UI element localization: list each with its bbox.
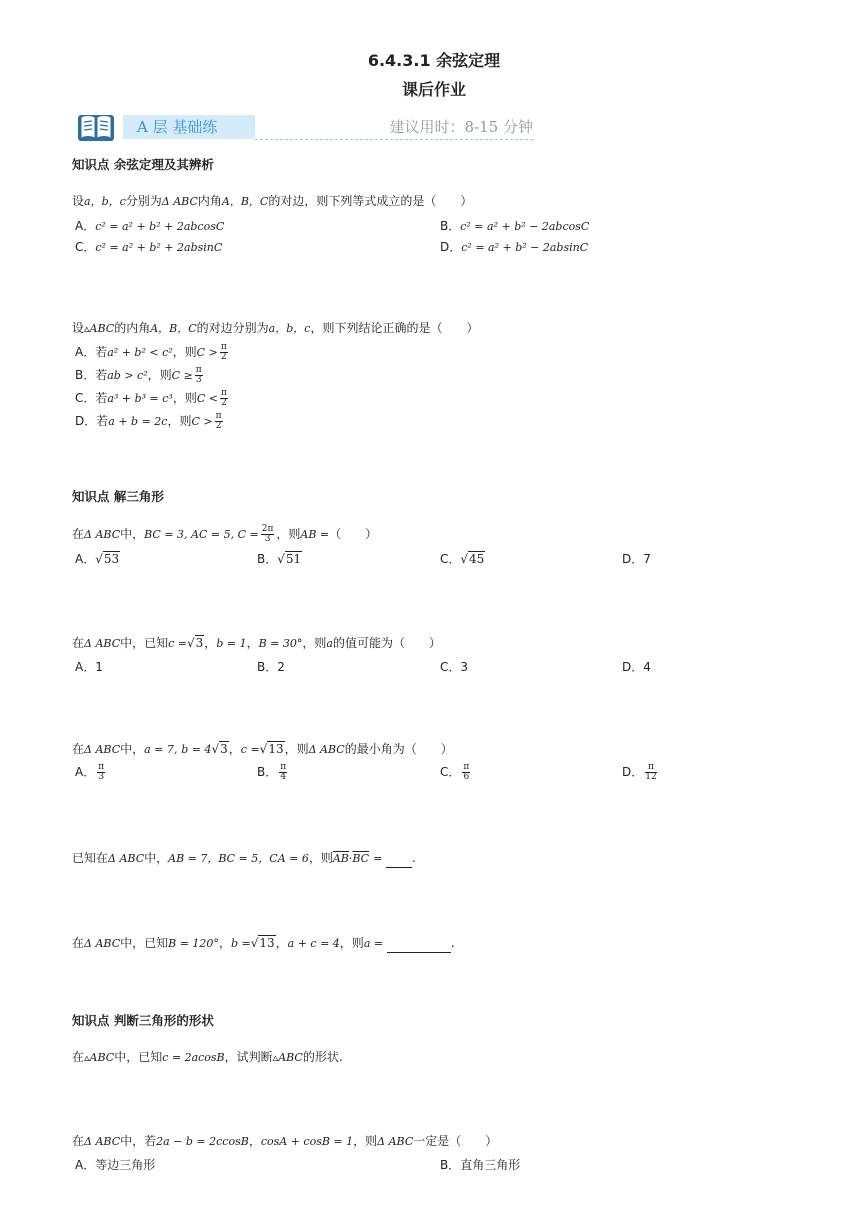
q3-option-b[interactable] <box>257 550 302 568</box>
q4-text: 在 <box>72 636 85 650</box>
q5-a: a = 7, <box>144 743 178 756</box>
q5-text: 中， <box>120 742 145 756</box>
option-label: A． <box>75 552 96 566</box>
denominator: 2 <box>220 352 227 362</box>
question-5 <box>72 740 453 759</box>
option-label: B． <box>257 765 278 779</box>
q1-option-b[interactable] <box>440 217 589 236</box>
q3-given: BC = 3, AC = 5, C = <box>144 528 259 541</box>
option-concl: C > <box>196 346 218 359</box>
q3-text: 在 <box>72 527 85 541</box>
q4-option-d[interactable] <box>622 658 651 676</box>
q4-var: a <box>326 637 333 650</box>
q1-vars: a，b，c <box>84 195 126 208</box>
q9-cond1: 2a − b = 2ccosB <box>156 1135 249 1148</box>
option-label: A． <box>75 345 96 359</box>
q4-c: c = <box>168 637 187 650</box>
option-label: C． <box>75 240 96 254</box>
fraction <box>195 366 203 385</box>
fraction <box>645 763 656 782</box>
q2-option-d[interactable] <box>75 412 225 431</box>
vector-bc: $\overline{BC}$ <box>352 852 370 865</box>
q3-option-a[interactable] <box>75 550 120 568</box>
option-value: 2 <box>277 660 285 674</box>
q9-triangle: Δ ABC <box>377 1135 414 1148</box>
question-4 <box>72 634 441 653</box>
q7-sep: ， <box>218 936 231 950</box>
radicand: 45 <box>469 552 485 566</box>
q6-text: ，则 <box>308 851 333 865</box>
q4-B: B = 30° <box>258 637 303 650</box>
question-7 <box>72 934 455 953</box>
question-2 <box>72 319 478 338</box>
vector-ab: $\overline{AB}$ <box>332 852 349 865</box>
q3-text: ，则 <box>276 527 301 541</box>
question-8 <box>72 1048 343 1067</box>
numerator: π <box>645 763 656 773</box>
q8-cond: c = 2acosB <box>162 1051 225 1064</box>
option-text: 若 <box>95 368 108 382</box>
q4-text: 中，已知 <box>120 636 169 650</box>
numerator: π <box>220 388 227 398</box>
q8-text: 的形状. <box>302 1050 343 1064</box>
q2-text: 的对边分别为 <box>196 321 269 335</box>
q7-text: ，则 <box>339 936 364 950</box>
q4-option-b[interactable] <box>257 658 285 676</box>
q5-text: 在 <box>72 742 85 756</box>
q6-text: 中， <box>144 851 169 865</box>
q1-option-a[interactable] <box>75 217 224 236</box>
q5-sep: ， <box>228 742 241 756</box>
q3-option-c[interactable] <box>440 550 485 568</box>
q4-text: ，则 <box>302 636 327 650</box>
q5-triangle: Δ ABC <box>308 743 345 756</box>
numerator: 2π <box>261 524 274 534</box>
option-concl: C ≥ <box>171 369 193 382</box>
q5-option-a[interactable] <box>75 763 107 782</box>
q5-c: c = <box>240 743 260 756</box>
option-text: ，则 <box>172 345 197 359</box>
q7-triangle: Δ ABC <box>84 937 121 950</box>
fraction <box>279 763 287 782</box>
q5-text: 的最小角为（ ） <box>344 742 453 756</box>
denominator: 2 <box>215 421 222 431</box>
numerator: π <box>195 365 202 375</box>
q2-text: ，则下列结论正确的是（ ） <box>310 321 479 335</box>
layer-label: A 层 基础练 <box>123 115 255 139</box>
q9-option-a[interactable] <box>75 1156 155 1174</box>
option-label: B． <box>440 1158 461 1172</box>
fraction <box>220 389 228 408</box>
option-value: 7 <box>643 552 651 566</box>
page-subtitle: 课后作业 <box>401 80 466 99</box>
option-cond: a³ + b³ = c³ <box>107 392 173 405</box>
q5-text: ，则 <box>284 742 309 756</box>
q8-triangle: ▵ABC <box>272 1051 303 1064</box>
q9-sep: ， <box>248 1134 261 1148</box>
radicand: 3 <box>220 742 228 756</box>
numerator: π <box>98 762 105 772</box>
q1-text: 分别为 <box>125 194 162 208</box>
q2-sides: a，b，c <box>268 322 311 335</box>
q7-sum: a + c = 4 <box>287 937 340 950</box>
option-value: 等边三角形 <box>95 1158 156 1172</box>
sqrt: √51 <box>277 552 302 566</box>
answer-blank[interactable] <box>387 940 451 953</box>
denominator: 3 <box>195 375 202 385</box>
q9-option-b[interactable] <box>440 1156 520 1174</box>
radicand: 13 <box>268 742 284 756</box>
q5-b: b = 4 <box>181 743 212 756</box>
denominator: 3 <box>264 534 271 544</box>
q2-text: 的内角 <box>114 321 151 335</box>
section-title: 知识点 余弦定理及其辨析 <box>72 157 214 172</box>
option-label: A． <box>75 219 96 233</box>
page-title: 6.4.3.1 余弦定理 <box>367 51 501 70</box>
option-label: B． <box>257 660 278 674</box>
option-expr: c² = a² + b² − 2absinC <box>461 241 589 254</box>
banner-divider <box>255 139 533 140</box>
sqrt: √45 <box>460 552 485 566</box>
numerator: π <box>220 342 227 352</box>
q5-option-b[interactable] <box>257 763 289 782</box>
q7-B: B = 120° <box>168 937 219 950</box>
q3-triangle: Δ ABC <box>84 528 121 541</box>
q8-triangle: ▵ABC <box>84 1051 115 1064</box>
q9-triangle: Δ ABC <box>84 1135 121 1148</box>
fraction <box>462 763 470 782</box>
q5-triangle: Δ ABC <box>84 743 121 756</box>
option-expr: c² = a² + b² − 2abcosC <box>460 220 590 233</box>
q1-angles: A，B，C <box>221 195 269 208</box>
option-label: D． <box>440 240 462 254</box>
option-label: C． <box>75 391 96 405</box>
suggested-time: 建议用时：8-15 分钟 <box>389 118 533 136</box>
q3-option-d[interactable] <box>622 550 651 568</box>
option-value: 直角三角形 <box>460 1158 521 1172</box>
denominator: 12 <box>645 772 657 782</box>
q9-text: 中，若 <box>120 1134 157 1148</box>
section-title: 知识点 判断三角形的形状 <box>72 1013 214 1028</box>
q7-ask: a = <box>363 937 384 950</box>
q7-text: 在 <box>72 936 85 950</box>
fraction <box>220 343 228 362</box>
option-cond: ab > c² <box>107 369 148 382</box>
q5-option-d[interactable] <box>622 763 659 782</box>
q2-option-a[interactable] <box>75 343 230 362</box>
q7-b: b = <box>230 937 251 950</box>
option-value: 4 <box>643 660 651 674</box>
q4-b: b = 1 <box>216 637 247 650</box>
fraction <box>215 412 223 431</box>
option-text: 若 <box>96 414 109 428</box>
q6-triangle: Δ ABC <box>108 852 145 865</box>
option-label: B． <box>257 552 278 566</box>
fraction <box>97 763 105 782</box>
q1-text: 的对边，则下列等式成立的是（ ） <box>268 194 473 208</box>
q1-option-c[interactable] <box>75 238 222 257</box>
radicand: 3 <box>195 636 204 650</box>
dot-operator: · <box>348 852 353 865</box>
option-text: ，则 <box>167 414 192 428</box>
q1-text: 设 <box>72 194 85 208</box>
option-expr: c² = a² + b² + 2abcosC <box>95 220 225 233</box>
denominator: 4 <box>280 772 287 782</box>
question-1 <box>72 192 472 211</box>
option-label: C． <box>440 660 461 674</box>
option-label: A． <box>75 765 96 779</box>
question-3 <box>72 525 377 544</box>
q2-option-b[interactable] <box>75 366 205 385</box>
option-label: D． <box>622 552 644 566</box>
option-cond: a + b = 2c <box>108 415 168 428</box>
q4-sep: ， <box>204 636 217 650</box>
q2-option-c[interactable] <box>75 389 230 408</box>
q8-text: ，试判断 <box>224 1050 273 1064</box>
radicand: 13 <box>259 936 275 950</box>
sqrt: √3 <box>211 742 228 756</box>
q6-given: AB = 7，BC = 5，CA = 6 <box>168 852 309 865</box>
option-text: 若 <box>95 345 108 359</box>
q4-option-c[interactable] <box>440 658 468 676</box>
equals-sign: = <box>372 852 383 865</box>
numerator: π <box>215 411 222 421</box>
option-concl: C > <box>191 415 213 428</box>
numerator: π <box>463 762 470 772</box>
q7-text: 中，已知 <box>120 936 169 950</box>
question-9 <box>72 1132 497 1151</box>
option-value: 3 <box>460 660 469 674</box>
option-text: ，则 <box>147 368 172 382</box>
q2-triangle: ▵ABC <box>84 322 115 335</box>
q3-ask: AB = <box>300 528 330 541</box>
option-value: 1 <box>95 660 103 674</box>
q3-text: 中， <box>120 527 145 541</box>
q9-text: ，则 <box>353 1134 378 1148</box>
layer-banner <box>77 112 533 142</box>
q3-text: （ ） <box>329 527 378 541</box>
section-title: 知识点 解三角形 <box>72 489 164 504</box>
q4-triangle: Δ ABC <box>84 637 121 650</box>
question-6 <box>72 849 416 868</box>
option-label: A． <box>75 1158 96 1172</box>
numerator: π <box>280 762 287 772</box>
q7-sep: ， <box>275 936 288 950</box>
q5-option-c[interactable] <box>440 763 472 782</box>
q9-cond2: cosA + cosB = 1 <box>260 1135 354 1148</box>
option-label: D． <box>622 765 644 779</box>
q2-text: 设 <box>72 321 85 335</box>
q4-option-a[interactable] <box>75 658 103 676</box>
denominator: 3 <box>98 772 105 782</box>
q6-text: 已知在 <box>72 851 109 865</box>
q2-angles: A，B，C <box>150 322 197 335</box>
option-label: B． <box>440 219 461 233</box>
denominator: 6 <box>463 772 470 782</box>
q1-option-d[interactable] <box>440 238 588 257</box>
sqrt: √13 <box>259 742 284 756</box>
option-label: D． <box>75 414 97 428</box>
q9-text: 一定是（ ） <box>413 1134 498 1148</box>
sqrt: √3 <box>187 636 204 650</box>
radicand: 51 <box>285 552 302 566</box>
option-expr: c² = a² + b² + 2absinC <box>95 241 223 254</box>
q6-text: . <box>411 851 416 865</box>
option-label: D． <box>622 660 644 674</box>
option-label: C． <box>440 552 461 566</box>
option-cond: a² + b² < c² <box>107 346 173 359</box>
q4-sep: ， <box>246 636 259 650</box>
q8-text: 在 <box>72 1050 85 1064</box>
q9-text: 在 <box>72 1134 85 1148</box>
fraction <box>261 525 275 544</box>
sqrt: √13 <box>250 936 275 950</box>
option-text: 若 <box>95 391 108 405</box>
q8-text: 中，已知 <box>114 1050 163 1064</box>
q7-text: . <box>450 936 455 950</box>
option-text: ，则 <box>172 391 197 405</box>
answer-blank[interactable] <box>386 855 412 868</box>
option-label: B． <box>75 368 96 382</box>
option-concl: C < <box>196 392 218 405</box>
sqrt: √53 <box>95 552 120 566</box>
option-label: C． <box>440 765 461 779</box>
q4-text: 的值可能为（ ） <box>332 636 441 650</box>
denominator: 2 <box>221 398 227 408</box>
radicand: 53 <box>103 552 120 566</box>
book-icon <box>77 112 115 142</box>
q1-triangle: Δ ABC <box>161 195 198 208</box>
q1-text: 内角 <box>197 194 222 208</box>
option-label: A． <box>75 660 96 674</box>
